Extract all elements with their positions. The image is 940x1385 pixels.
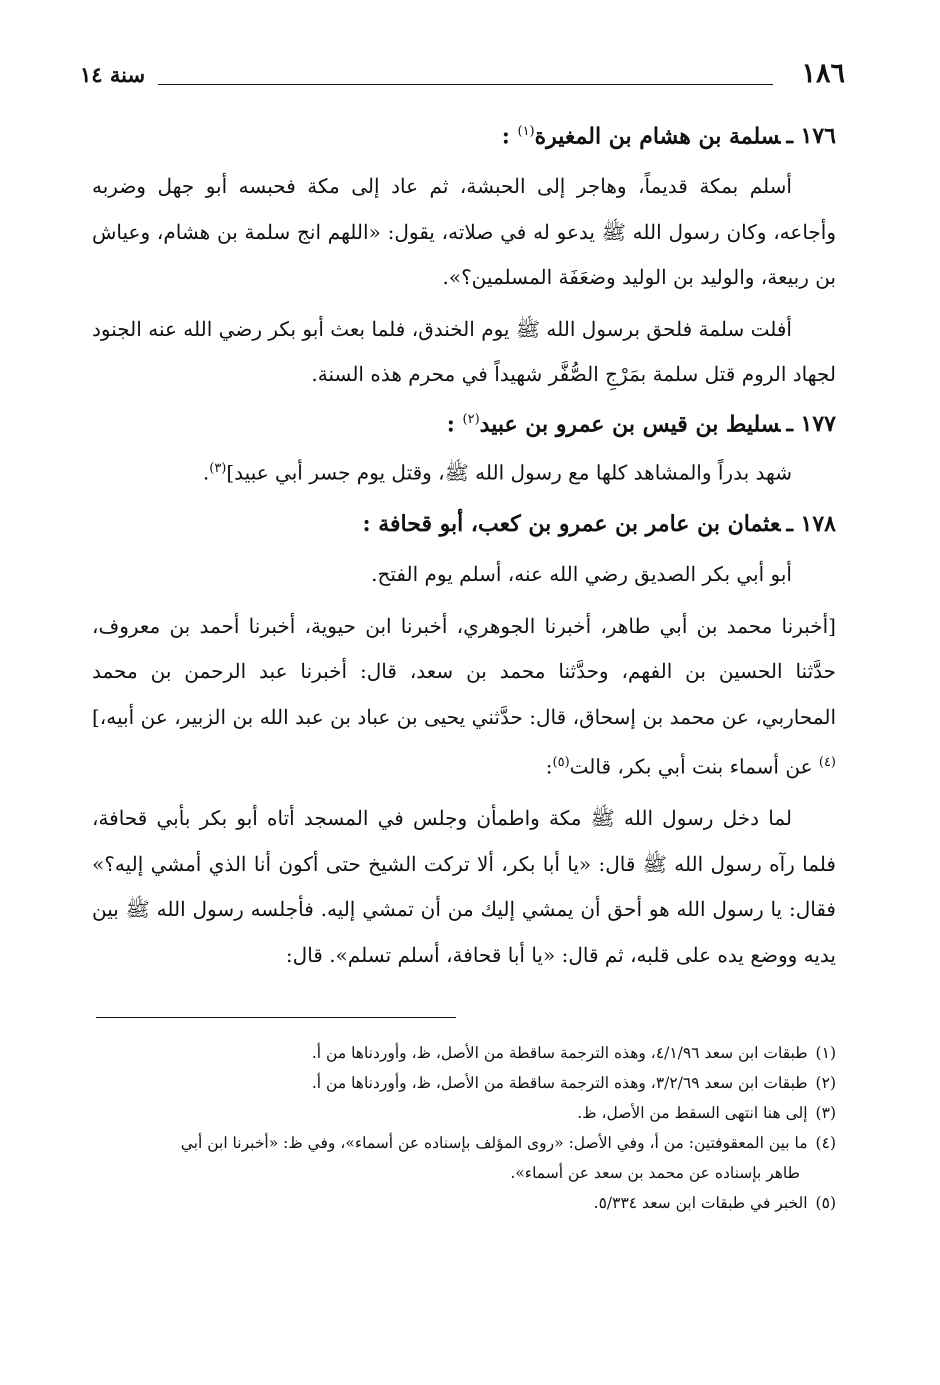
footnotes (92, 1038, 836, 1218)
footnote-text: الخبر في طبقات ابن سعد ٥/٣٣٤. (593, 1194, 808, 1212)
paragraph-text: شهد بدراً والمشاهد كلها مع رسول الله ﷺ، وقتل يوم جسر أبي عبيد] (226, 460, 792, 485)
paragraph-end: . (202, 460, 210, 485)
isnad-end: : (545, 754, 553, 779)
footnote (92, 1068, 836, 1098)
footnote-text: طبقات ابن سعد ٤/١/٩٦، وهذه الترجمة ساقطة من الأصل، ظ، وأوردناها من أ. (311, 1044, 808, 1062)
footnote-continuation: طاهر بإسناده عن محمد بن سعد عن أسماء». (510, 1164, 800, 1182)
footnote (92, 1188, 836, 1218)
paragraph (92, 446, 836, 496)
footnote-number: (٣) (815, 1104, 836, 1122)
entry-heading-177 (92, 398, 836, 446)
isnad-text: [أخبرنا محمد بن أبي طاهر، أخبرنا الجوهري، أخبرنا ابن حيوية، أخبرنا أحمد بن معروف، حدَّثنا الحسين بن الفهم، وحدَّثنا محمد بن سعد، قال: أخبرنا عبد الرحمن بن محمد المحاربي، عن محمد بن إسحاق، قال: حدَّثني يحيى بن عباد بن عبد الله بن الزبير، عن أبيه،] (92, 613, 836, 729)
footnote-number: (٥) (815, 1194, 836, 1212)
footnote-text: طبقات ابن سعد ٣/٢/٦٩، وهذه الترجمة ساقطة من الأصل، ظ، وأوردناها من أ. (311, 1074, 808, 1092)
heading-colon: : (501, 123, 510, 150)
entry-number: ١٧٨ ـ (786, 511, 836, 538)
footnote-ref[interactable]: (٤) (818, 755, 836, 771)
footnote-ref[interactable]: (٥) (552, 755, 570, 771)
entry-number: ١٧٧ ـ (786, 411, 836, 438)
page-header (80, 58, 845, 94)
heading-colon: : (362, 511, 371, 538)
running-head-year: سنة ١٤ (80, 62, 146, 87)
entry-heading-178 (92, 502, 836, 546)
footnote-ref[interactable]: (٢) (462, 411, 480, 427)
footnote-number: (٢) (815, 1074, 836, 1092)
isnad-paragraph (92, 604, 836, 791)
entry-number: ١٧٦ ـ (786, 123, 836, 150)
entry-heading-176 (92, 110, 836, 158)
narration-paragraph: لما دخل رسول الله ﷺ مكة واطمأن وجلس في المسجد أتاه أبو بكر بأبي قحافة، فلما رآه رسول الله ﷺ قال: «يا أبا بكر، ألا تركت الشيخ حتى أكون أنا الذي أمشي إليه؟» فقال: يا رسول الله هو أحق أن يمشي إليك من أن تمشي إليه. فأجلسه رسول الله ﷺ بين يديه ووضع يده على قلبه، ثم قال: «يا أبا قحافة، أسلم تسلم». قال: (92, 806, 836, 967)
footnote-text: إلى هنا انتهى السقط من الأصل، ظ. (577, 1104, 808, 1122)
footnote-text: ما بين المعقوفتين: من أ، وفي الأصل: «روى المؤلف بإسناده عن أسماء»، وفي ظ: «أخبرنا ابن أبي (180, 1134, 808, 1152)
paragraph: أسلم بمكة قديماً، وهاجر إلى الحبشة، ثم عاد إلى مكة فحبسه أبو جهل وضربه وأجاعه، وكان رسول الله ﷺ يدعو له في صلاته، يقول: «اللهم انج سلمة بن هشام، وعياش بن ربيعة، والوليد بن الوليد وضعَفَة المسلمين؟». (92, 174, 836, 290)
entry-title: عثمان بن عامر بن عمرو بن كعب، أبو قحافة (378, 511, 781, 538)
footnote (92, 1038, 836, 1068)
entry-title: سلمة بن هشام بن المغيرة (534, 123, 781, 150)
entry-title: سليط بن قيس بن عمرو بن عبيد (479, 411, 781, 438)
isnad-text-cont: عن أسماء بنت أبي بكر، قالت (569, 754, 819, 779)
paragraph: أفلت سلمة فلحق برسول الله ﷺ يوم الخندق، فلما بعث أبو بكر رضي الله عنه الجنود لجهاد الروم قتل سلمة بمَرْجِ الصُّفَّر شهيداً في محرم هذه السنة. (92, 316, 836, 387)
footnote (92, 1128, 836, 1188)
footnote-number: (١) (815, 1044, 836, 1062)
footnote-ref[interactable]: (٣) (209, 461, 227, 477)
footnote (92, 1098, 836, 1128)
page-number: ١٨٦ (801, 58, 845, 89)
main-text (92, 110, 836, 978)
footnote-ref[interactable]: (١) (517, 124, 535, 139)
header-rule (158, 84, 773, 85)
heading-colon: : (446, 411, 455, 438)
footnote-rule (96, 1017, 456, 1018)
footnote-number: (٤) (815, 1134, 836, 1152)
paragraph: أبو أبي بكر الصديق رضي الله عنه، أسلم يوم الفتح. (371, 562, 792, 587)
